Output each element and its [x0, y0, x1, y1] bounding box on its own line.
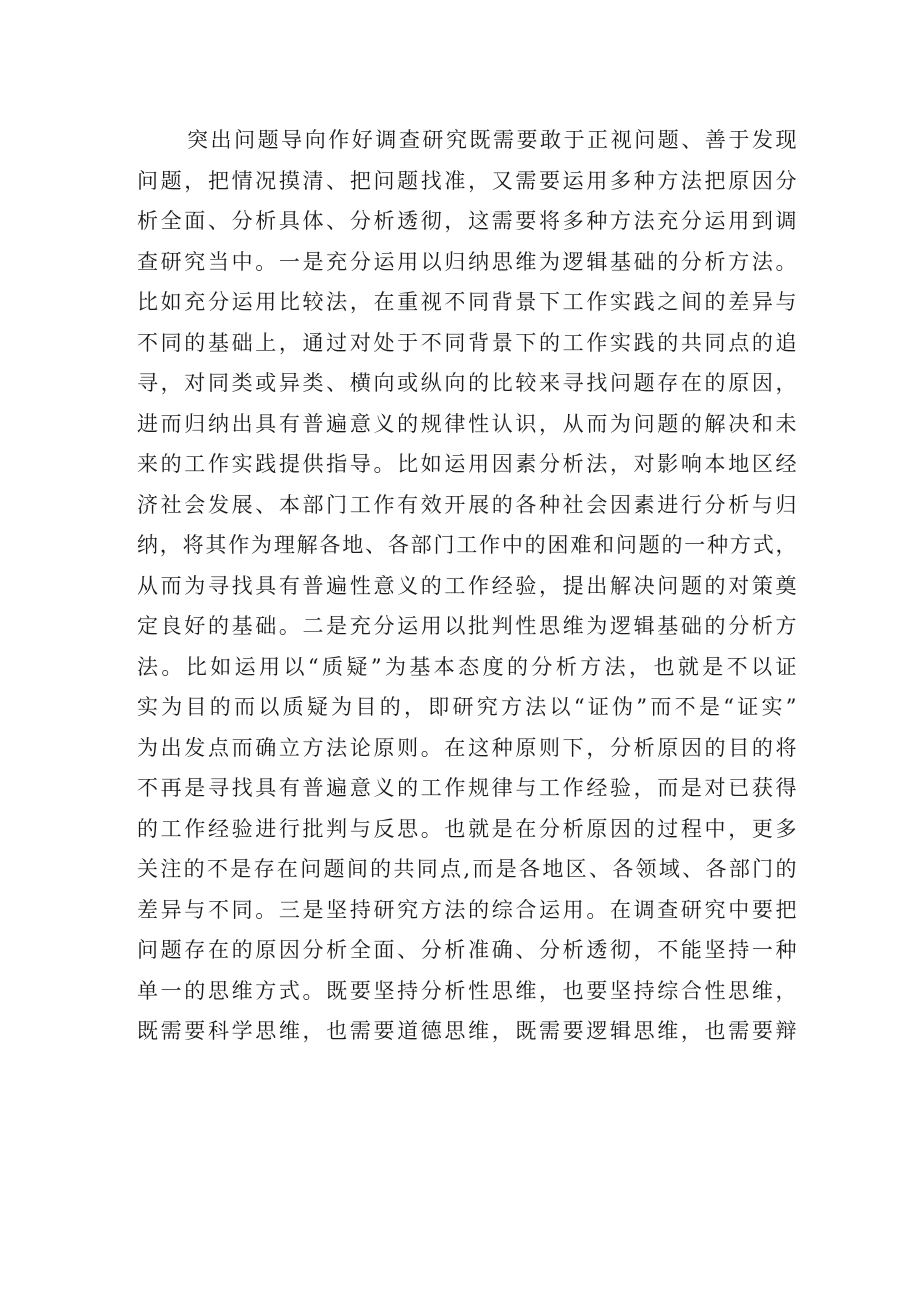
- paragraph-line: 实为目的而以质疑为目的，即研究方法以“证伪”而不是“证实”: [137, 695, 797, 719]
- paragraph-line: 从而为寻找具有普遍性意义的工作经验，提出解决问题的对策奠: [137, 573, 797, 598]
- paragraph-line: 关注的不是存在问题间的共同点,而是各地区、各领域、各部门的: [137, 857, 797, 881]
- paragraph-line: 不同的基础上，通过对处于不同背景下的工作实践的共同点的追: [137, 330, 797, 355]
- paragraph-line: 比如充分运用比较法，在重视不同背景下工作实践之间的差异与: [137, 290, 797, 314]
- paragraph-line: 纳，将其作为理解各地、各部门工作中的困难和问题的一种方式，: [137, 533, 797, 557]
- paragraph-line: 法。比如运用以“质疑”为基本态度的分析方法，也就是不以证: [137, 654, 797, 679]
- paragraph-line: 进而归纳出具有普遍意义的规律性认识，从而为问题的解决和未: [137, 411, 797, 436]
- paragraph-line: 问题存在的原因分析全面、分析准确、分析透彻，不能坚持一种: [137, 938, 797, 962]
- paragraph-line: 来的工作实践提供指导。比如运用因素分析法，对影响本地区经: [137, 452, 797, 476]
- body-paragraph: [137, 120, 797, 1052]
- paragraph-line: 单一的思维方式。既要坚持分析性思维，也要坚持综合性思维，: [137, 978, 797, 1003]
- paragraph-line: 既需要科学思维，也需要道德思维，既需要逻辑思维，也需要辩: [137, 1019, 797, 1043]
- paragraph-line: 为出发点而确立方法论原则。在这种原则下，分析原因的目的将: [137, 735, 797, 760]
- paragraph-line: 析全面、分析具体、分析透彻，这需要将多种方法充分运用到调: [137, 209, 797, 233]
- paragraph-line: 查研究当中。一是充分运用以归纳思维为逻辑基础的分析方法。: [137, 249, 797, 274]
- paragraph-line: 问题，把情况摸清、把问题找准，又需要运用多种方法把原因分: [137, 168, 797, 193]
- paragraph-line: 突出问题导向作好调查研究既需要敢于正视问题、善于发现: [187, 128, 797, 152]
- paragraph-line: 寻，对同类或异类、横向或纵向的比较来寻找问题存在的原因，: [137, 371, 797, 395]
- paragraph-line: 定良好的基础。二是充分运用以批判性思维为逻辑基础的分析方: [137, 614, 797, 638]
- paragraph-line: 不再是寻找具有普遍意义的工作规律与工作经验，而是对已获得: [137, 776, 797, 800]
- paragraph-line: 的工作经验进行批判与反思。也就是在分析原因的过程中，更多: [137, 816, 797, 841]
- paragraph-line: 差异与不同。三是坚持研究方法的综合运用。在调查研究中要把: [137, 897, 797, 922]
- paragraph-line: 济社会发展、本部门工作有效开展的各种社会因素进行分析与归: [137, 492, 797, 517]
